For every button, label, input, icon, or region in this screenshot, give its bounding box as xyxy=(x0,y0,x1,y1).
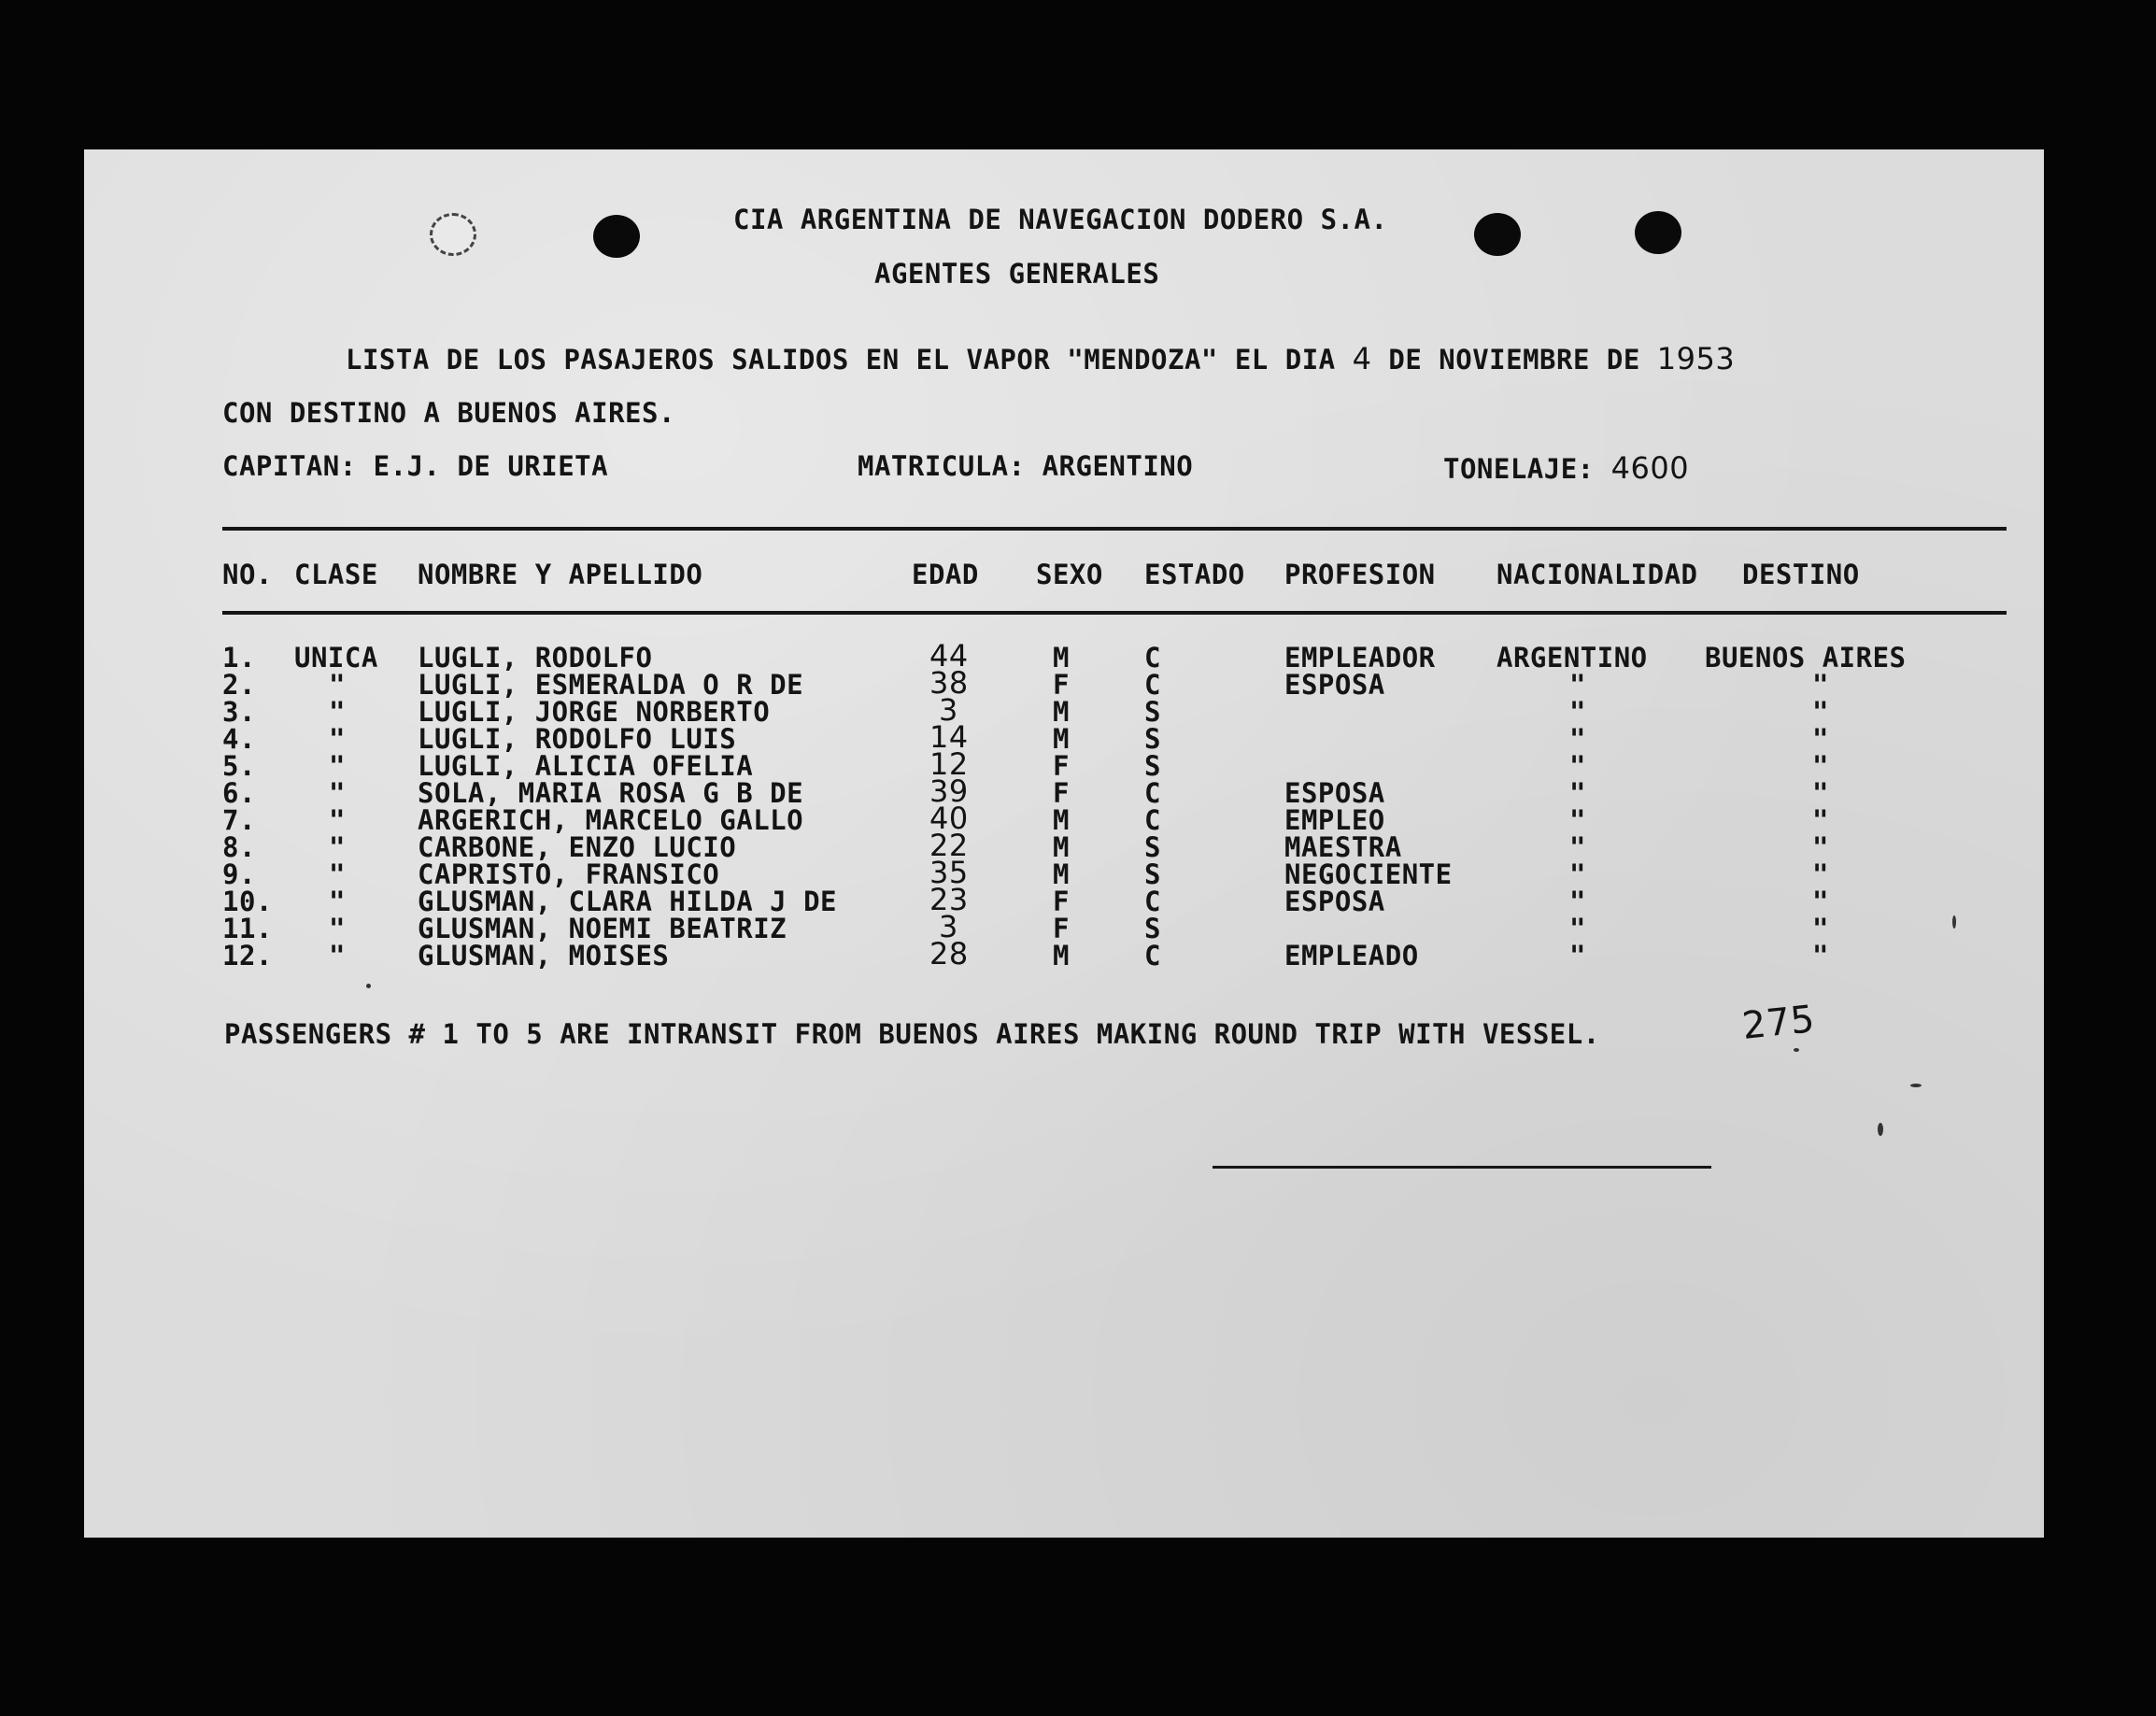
header-estado: ESTADO xyxy=(1144,559,1245,590)
table-row xyxy=(84,909,2044,944)
signature-line xyxy=(1213,1166,1711,1169)
table-top-rule xyxy=(222,527,2007,531)
table-row xyxy=(84,936,2044,971)
cell-nacionalidad: " xyxy=(1569,886,1586,917)
table-row xyxy=(84,638,2044,674)
cell-no: 8. xyxy=(222,831,256,863)
cell-sexo: M xyxy=(1053,831,1070,863)
cell-sexo: M xyxy=(1053,642,1070,674)
cell-destino: " xyxy=(1812,858,1829,890)
cell-no: 1. xyxy=(222,642,256,674)
cell-destino: " xyxy=(1812,940,1829,971)
captain-value: E.J. DE URIETA xyxy=(373,450,609,482)
table-row xyxy=(84,882,2044,917)
cell-clase: " xyxy=(329,750,346,782)
transit-footnote: PASSENGERS # 1 TO 5 ARE INTRANSIT FROM BUENOS AIRES MAKING ROUND TRIP WITH VESSEL. xyxy=(224,1018,1600,1050)
cell-edad: 23 xyxy=(929,882,969,917)
cell-nombre: LUGLI, ALICIA OFELIA xyxy=(418,750,754,782)
cell-nacionalidad: " xyxy=(1569,723,1586,755)
cell-edad: 14 xyxy=(929,719,969,755)
cell-estado: S xyxy=(1144,750,1161,782)
document-subtitle: AGENTES GENERALES xyxy=(874,258,1160,290)
scan-speck xyxy=(1952,915,1956,929)
cell-nombre: LUGLI, JORGE NORBERTO xyxy=(418,696,771,728)
cell-destino: " xyxy=(1812,831,1829,863)
cell-edad: 12 xyxy=(929,746,969,782)
header-no: NO. xyxy=(222,559,273,590)
header-profesion: PROFESION xyxy=(1284,559,1436,590)
cell-edad: 40 xyxy=(929,801,969,836)
header-clase: CLASE xyxy=(294,559,378,590)
cell-destino: " xyxy=(1812,723,1829,755)
table-row xyxy=(84,719,2044,755)
cell-destino: " xyxy=(1812,777,1829,809)
cell-no: 5. xyxy=(222,750,256,782)
cell-clase: " xyxy=(329,804,346,836)
cell-destino: " xyxy=(1812,804,1829,836)
cell-sexo: M xyxy=(1053,804,1070,836)
cell-estado: S xyxy=(1144,913,1161,944)
cell-nacionalidad: " xyxy=(1569,804,1586,836)
punch-hole xyxy=(593,215,640,258)
cell-nombre: ARGERICH, MARCELO GALLO xyxy=(418,804,804,836)
cell-clase: " xyxy=(329,696,346,728)
header-nombre: NOMBRE Y APELLIDO xyxy=(418,559,703,590)
cell-sexo: F xyxy=(1053,913,1070,944)
punch-hole xyxy=(1474,213,1521,256)
scan-speck xyxy=(366,984,371,988)
cell-edad: 22 xyxy=(929,828,969,863)
cell-destino: " xyxy=(1812,913,1829,944)
cell-destino: " xyxy=(1812,750,1829,782)
cell-profesion: EMPLEO xyxy=(1284,804,1385,836)
tonnage-field xyxy=(1443,450,1689,486)
cell-sexo: F xyxy=(1053,886,1070,917)
table-row xyxy=(84,855,2044,890)
cell-profesion: ESPOSA xyxy=(1284,886,1385,917)
list-title-prefix: LISTA DE LOS PASAJEROS SALIDOS EN EL VAPOR "MENDOZA" EL DIA xyxy=(346,344,1353,376)
cell-nombre: CARBONE, ENZO LUCIO xyxy=(418,831,737,863)
cell-nombre: LUGLI, ESMERALDA O R DE xyxy=(418,669,804,701)
cell-edad: 3 xyxy=(939,692,958,728)
cell-estado: C xyxy=(1144,669,1161,701)
cell-nacionalidad: " xyxy=(1569,750,1586,782)
cell-nombre: GLUSMAN, CLARA HILDA J DE xyxy=(418,886,837,917)
cell-clase: " xyxy=(329,669,346,701)
cell-clase: " xyxy=(329,777,346,809)
tonnage-label: TONELAJE: xyxy=(1443,453,1595,485)
cell-clase: " xyxy=(329,858,346,890)
list-title-middle: DE NOVIEMBRE DE xyxy=(1371,344,1657,376)
cell-sexo: M xyxy=(1053,696,1070,728)
cell-profesion: EMPLEADO xyxy=(1284,940,1419,971)
table-row xyxy=(84,665,2044,701)
registry-value: ARGENTINO xyxy=(1042,450,1194,482)
captain-label: CAPITAN: xyxy=(222,450,357,482)
cell-destino: " xyxy=(1812,669,1829,701)
cell-profesion: NEGOCIENTE xyxy=(1284,858,1453,890)
cell-sexo: M xyxy=(1053,723,1070,755)
cell-destino: " xyxy=(1812,886,1829,917)
cell-no: 6. xyxy=(222,777,256,809)
cell-clase: UNICA xyxy=(294,642,378,674)
registry-label: MATRICULA: xyxy=(858,450,1026,482)
cell-clase: " xyxy=(329,831,346,863)
punch-hole xyxy=(1635,211,1681,254)
table-header-rule xyxy=(222,611,2007,615)
cell-estado: C xyxy=(1144,777,1161,809)
cell-sexo: F xyxy=(1053,777,1070,809)
cell-profesion: EMPLEADOR xyxy=(1284,642,1436,674)
table-row xyxy=(84,828,2044,863)
scan-speck xyxy=(1910,1084,1922,1087)
cell-no: 9. xyxy=(222,858,256,890)
scan-speck xyxy=(1794,1048,1799,1052)
cell-estado: S xyxy=(1144,858,1161,890)
header-nacionalidad: NACIONALIDAD xyxy=(1496,559,1698,590)
cell-estado: S xyxy=(1144,696,1161,728)
cell-nacionalidad: " xyxy=(1569,777,1586,809)
cell-estado: C xyxy=(1144,940,1161,971)
cell-estado: S xyxy=(1144,831,1161,863)
list-title xyxy=(346,341,1735,376)
manifest-sheet xyxy=(84,149,2044,1538)
registry-field xyxy=(858,450,1193,482)
captain-field xyxy=(222,450,608,482)
cell-sexo: M xyxy=(1053,858,1070,890)
tonnage-value: 4600 xyxy=(1610,450,1690,486)
torn-punch-hole xyxy=(430,213,476,256)
table-row xyxy=(84,746,2044,782)
handwritten-day: 4 xyxy=(1352,341,1372,376)
table-row xyxy=(84,773,2044,809)
cell-no: 7. xyxy=(222,804,256,836)
cell-nacionalidad: " xyxy=(1569,831,1586,863)
header-edad: EDAD xyxy=(912,559,979,590)
cell-sexo: F xyxy=(1053,669,1070,701)
cell-nacionalidad: " xyxy=(1569,913,1586,944)
cell-nombre: LUGLI, RODOLFO LUIS xyxy=(418,723,737,755)
company-name: CIA ARGENTINA DE NAVEGACION DODERO S.A. xyxy=(733,204,1388,235)
cell-no: 10. xyxy=(222,886,273,917)
cell-edad: 38 xyxy=(929,665,969,701)
cell-nacionalidad: " xyxy=(1569,696,1586,728)
cell-sexo: F xyxy=(1053,750,1070,782)
cell-edad: 35 xyxy=(929,855,969,890)
cell-profesion: MAESTRA xyxy=(1284,831,1402,863)
cell-nombre: CAPRISTO, FRANSICO xyxy=(418,858,720,890)
cell-destino: " xyxy=(1812,696,1829,728)
cell-edad: 3 xyxy=(939,909,958,944)
cell-edad: 39 xyxy=(929,773,969,809)
cell-no: 3. xyxy=(222,696,256,728)
handwritten-year: 1953 xyxy=(1656,341,1736,376)
cell-nombre: SOLA, MARIA ROSA G B DE xyxy=(418,777,804,809)
cell-profesion: ESPOSA xyxy=(1284,669,1385,701)
cell-no: 12. xyxy=(222,940,273,971)
cell-sexo: M xyxy=(1053,940,1070,971)
table-row xyxy=(84,801,2044,836)
cell-edad: 28 xyxy=(929,936,969,971)
cell-nombre: GLUSMAN, MOISES xyxy=(418,940,670,971)
cell-nacionalidad: " xyxy=(1569,858,1586,890)
cell-nacionalidad: " xyxy=(1569,940,1586,971)
cell-clase: " xyxy=(329,723,346,755)
cell-nacionalidad: " xyxy=(1569,669,1586,701)
cell-nacionalidad: ARGENTINO xyxy=(1496,642,1648,674)
cell-destino: BUENOS AIRES xyxy=(1705,642,1907,674)
cell-no: 11. xyxy=(222,913,273,944)
table-row xyxy=(84,692,2044,728)
cell-clase: " xyxy=(329,886,346,917)
header-destino: DESTINO xyxy=(1742,559,1860,590)
cell-estado: C xyxy=(1144,804,1161,836)
cell-estado: S xyxy=(1144,723,1161,755)
cell-clase: " xyxy=(329,913,346,944)
cell-profesion: ESPOSA xyxy=(1284,777,1385,809)
destination-line: CON DESTINO A BUENOS AIRES. xyxy=(222,397,675,429)
cell-edad: 44 xyxy=(929,638,969,674)
cell-estado: C xyxy=(1144,642,1161,674)
cell-no: 4. xyxy=(222,723,256,755)
scan-speck xyxy=(1878,1123,1883,1136)
header-sexo: SEXO xyxy=(1036,559,1103,590)
cell-nombre: GLUSMAN, NOEMI BEATRIZ xyxy=(418,913,787,944)
cell-clase: " xyxy=(329,940,346,971)
handwritten-page-number: 275 xyxy=(1739,998,1818,1048)
cell-estado: C xyxy=(1144,886,1161,917)
cell-no: 2. xyxy=(222,669,256,701)
cell-nombre: LUGLI, RODOLFO xyxy=(418,642,653,674)
